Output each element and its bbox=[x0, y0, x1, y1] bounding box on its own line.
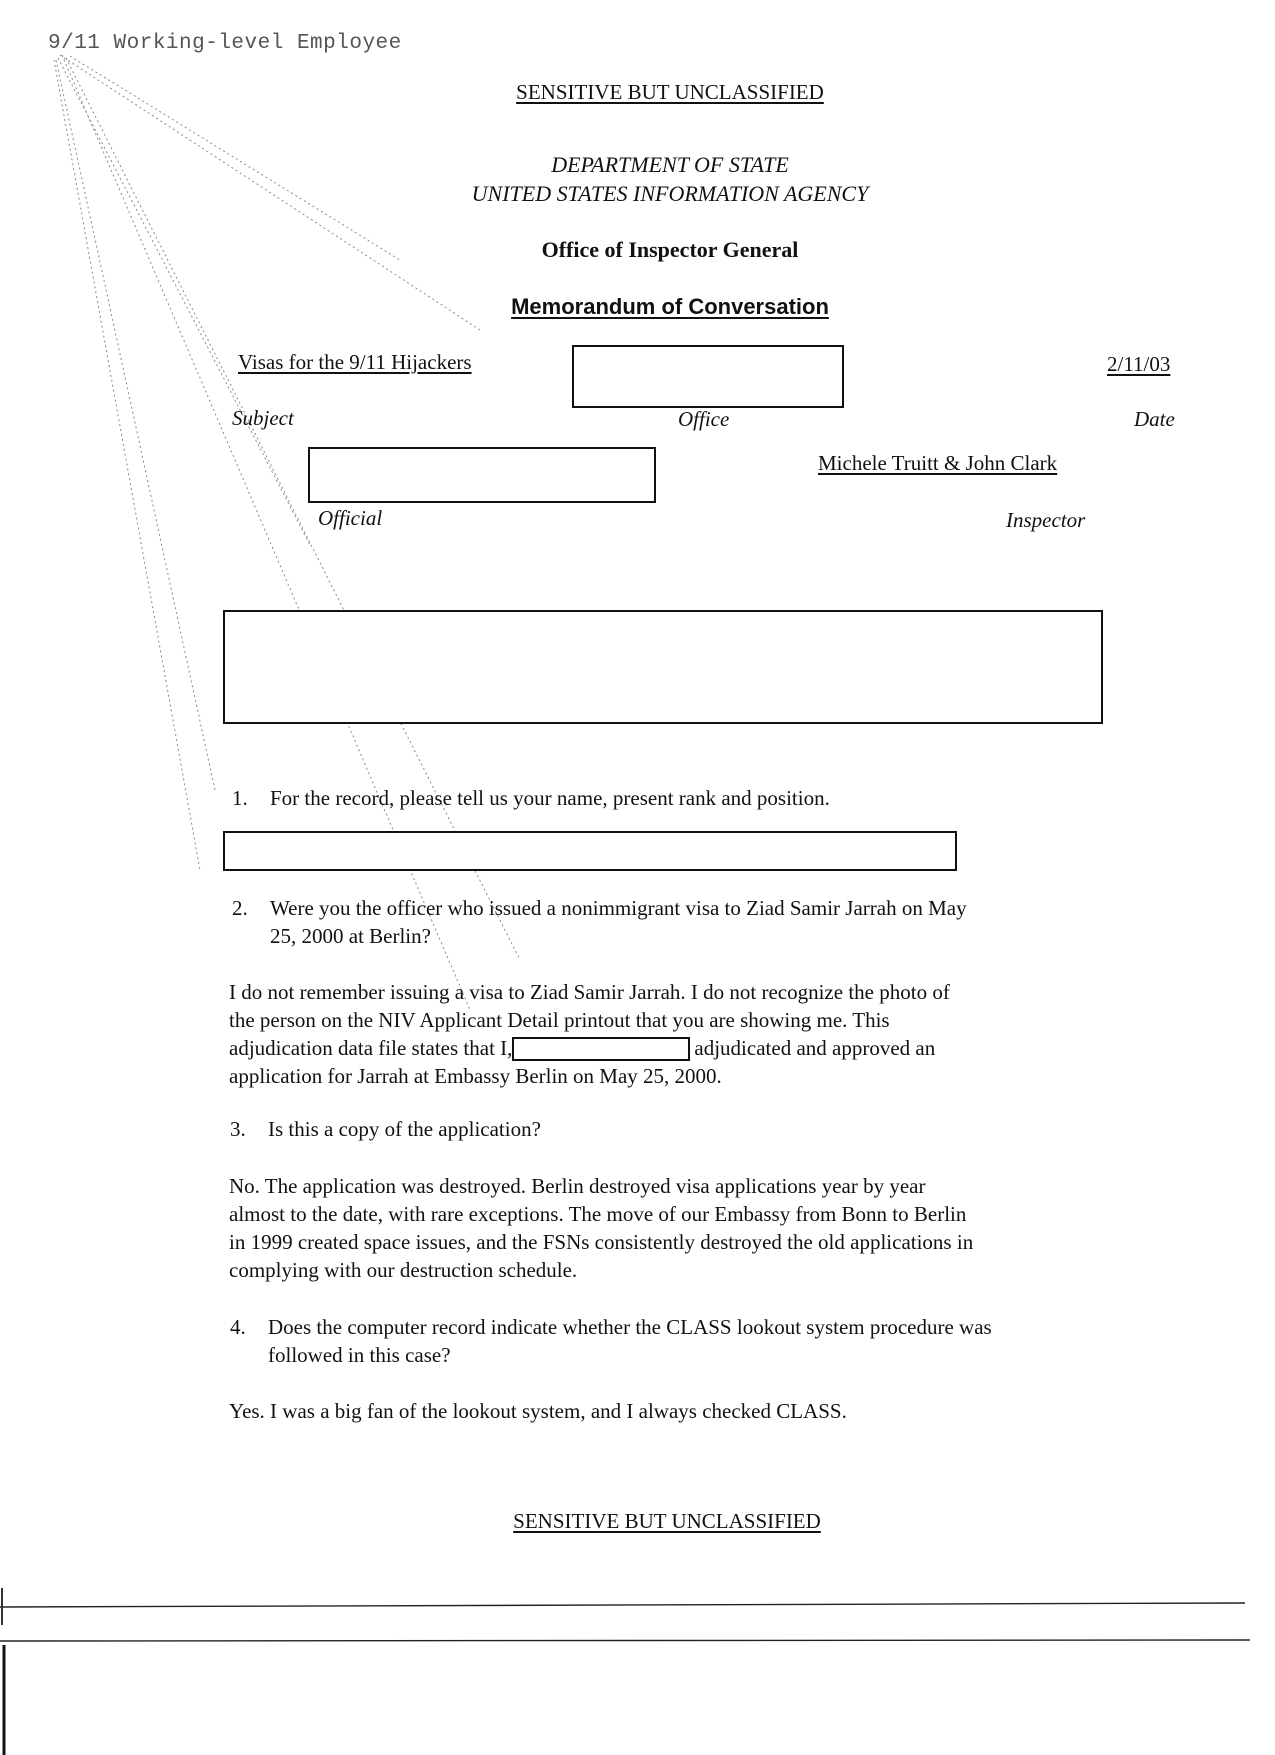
subject-label: Subject bbox=[232, 406, 294, 430]
answer-4: Yes. I was a big fan of the lookout system, and I always checked CLASS. bbox=[229, 1399, 847, 1423]
agency-title: UNITED STATES INFORMATION AGENCY bbox=[471, 181, 869, 206]
question-number: 4. bbox=[230, 1315, 246, 1339]
question-text: followed in this case? bbox=[268, 1343, 451, 1367]
answer-3 bbox=[229, 1172, 973, 1284]
official-redaction-box bbox=[308, 447, 656, 503]
department-title: DEPARTMENT OF STATE bbox=[551, 152, 789, 177]
document-stamp: 9/11 Working-level Employee bbox=[48, 32, 402, 55]
answer-line: in 1999 created space issues, and the FSNs consistently destroyed the old applications in bbox=[229, 1230, 974, 1254]
question-text: Were you the officer who issued a nonimmigrant visa to Ziad Samir Jarrah on May bbox=[270, 896, 967, 920]
office-label: Office bbox=[678, 407, 730, 431]
question-text: 25, 2000 at Berlin? bbox=[270, 924, 431, 948]
office-redaction-box bbox=[572, 345, 844, 408]
large-redaction-box bbox=[223, 610, 1103, 724]
question-number: 3. bbox=[230, 1117, 246, 1141]
office-of-inspector-general: Office of Inspector General bbox=[541, 237, 799, 262]
question-text: For the record, please tell us your name, present rank and position. bbox=[270, 786, 830, 810]
question-text: Is this a copy of the application? bbox=[268, 1117, 541, 1141]
header-classification: SENSITIVE BUT UNCLASSIFIED bbox=[516, 80, 824, 104]
question-number: 1. bbox=[232, 786, 248, 810]
question-number: 2. bbox=[232, 896, 248, 920]
answer-line: the person on the NIV Applicant Detail printout that you are showing me. This bbox=[229, 1008, 890, 1032]
inspector-label: Inspector bbox=[1006, 508, 1086, 532]
answer-line-part: adjudicated and approved an bbox=[694, 1036, 936, 1060]
date-value: 2/11/03 bbox=[1107, 352, 1171, 376]
answer-line-part: adjudication data file states that I, bbox=[229, 1036, 513, 1060]
answer-line bbox=[229, 1034, 950, 1062]
inspector-value: Michele Truitt & John Clark bbox=[818, 451, 1058, 475]
footer-classification: SENSITIVE BUT UNCLASSIFIED bbox=[513, 1509, 821, 1533]
answer-2 bbox=[229, 978, 950, 1090]
subject-value: Visas for the 9/11 Hijackers bbox=[238, 350, 472, 374]
answer-line: I do not remember issuing a visa to Ziad Samir Jarrah. I do not recognize the photo of bbox=[229, 980, 950, 1004]
official-label: Official bbox=[318, 506, 383, 530]
answer-line: application for Jarrah at Embassy Berlin on May 25, 2000. bbox=[229, 1064, 722, 1088]
answer-1-redaction-box bbox=[223, 831, 957, 871]
answer-line: No. The application was destroyed. Berlin destroyed visa applications year by year bbox=[229, 1174, 926, 1198]
answer-line: almost to the date, with rare exceptions. The move of our Embassy from Bonn to Berlin bbox=[229, 1202, 967, 1226]
name-redaction-box bbox=[512, 1037, 690, 1061]
answer-line: complying with our destruction schedule. bbox=[229, 1258, 578, 1282]
memo-title: Memorandum of Conversation bbox=[511, 294, 829, 319]
date-label: Date bbox=[1134, 407, 1175, 431]
question-text: Does the computer record indicate whether the CLASS lookout system procedure was bbox=[268, 1315, 992, 1339]
